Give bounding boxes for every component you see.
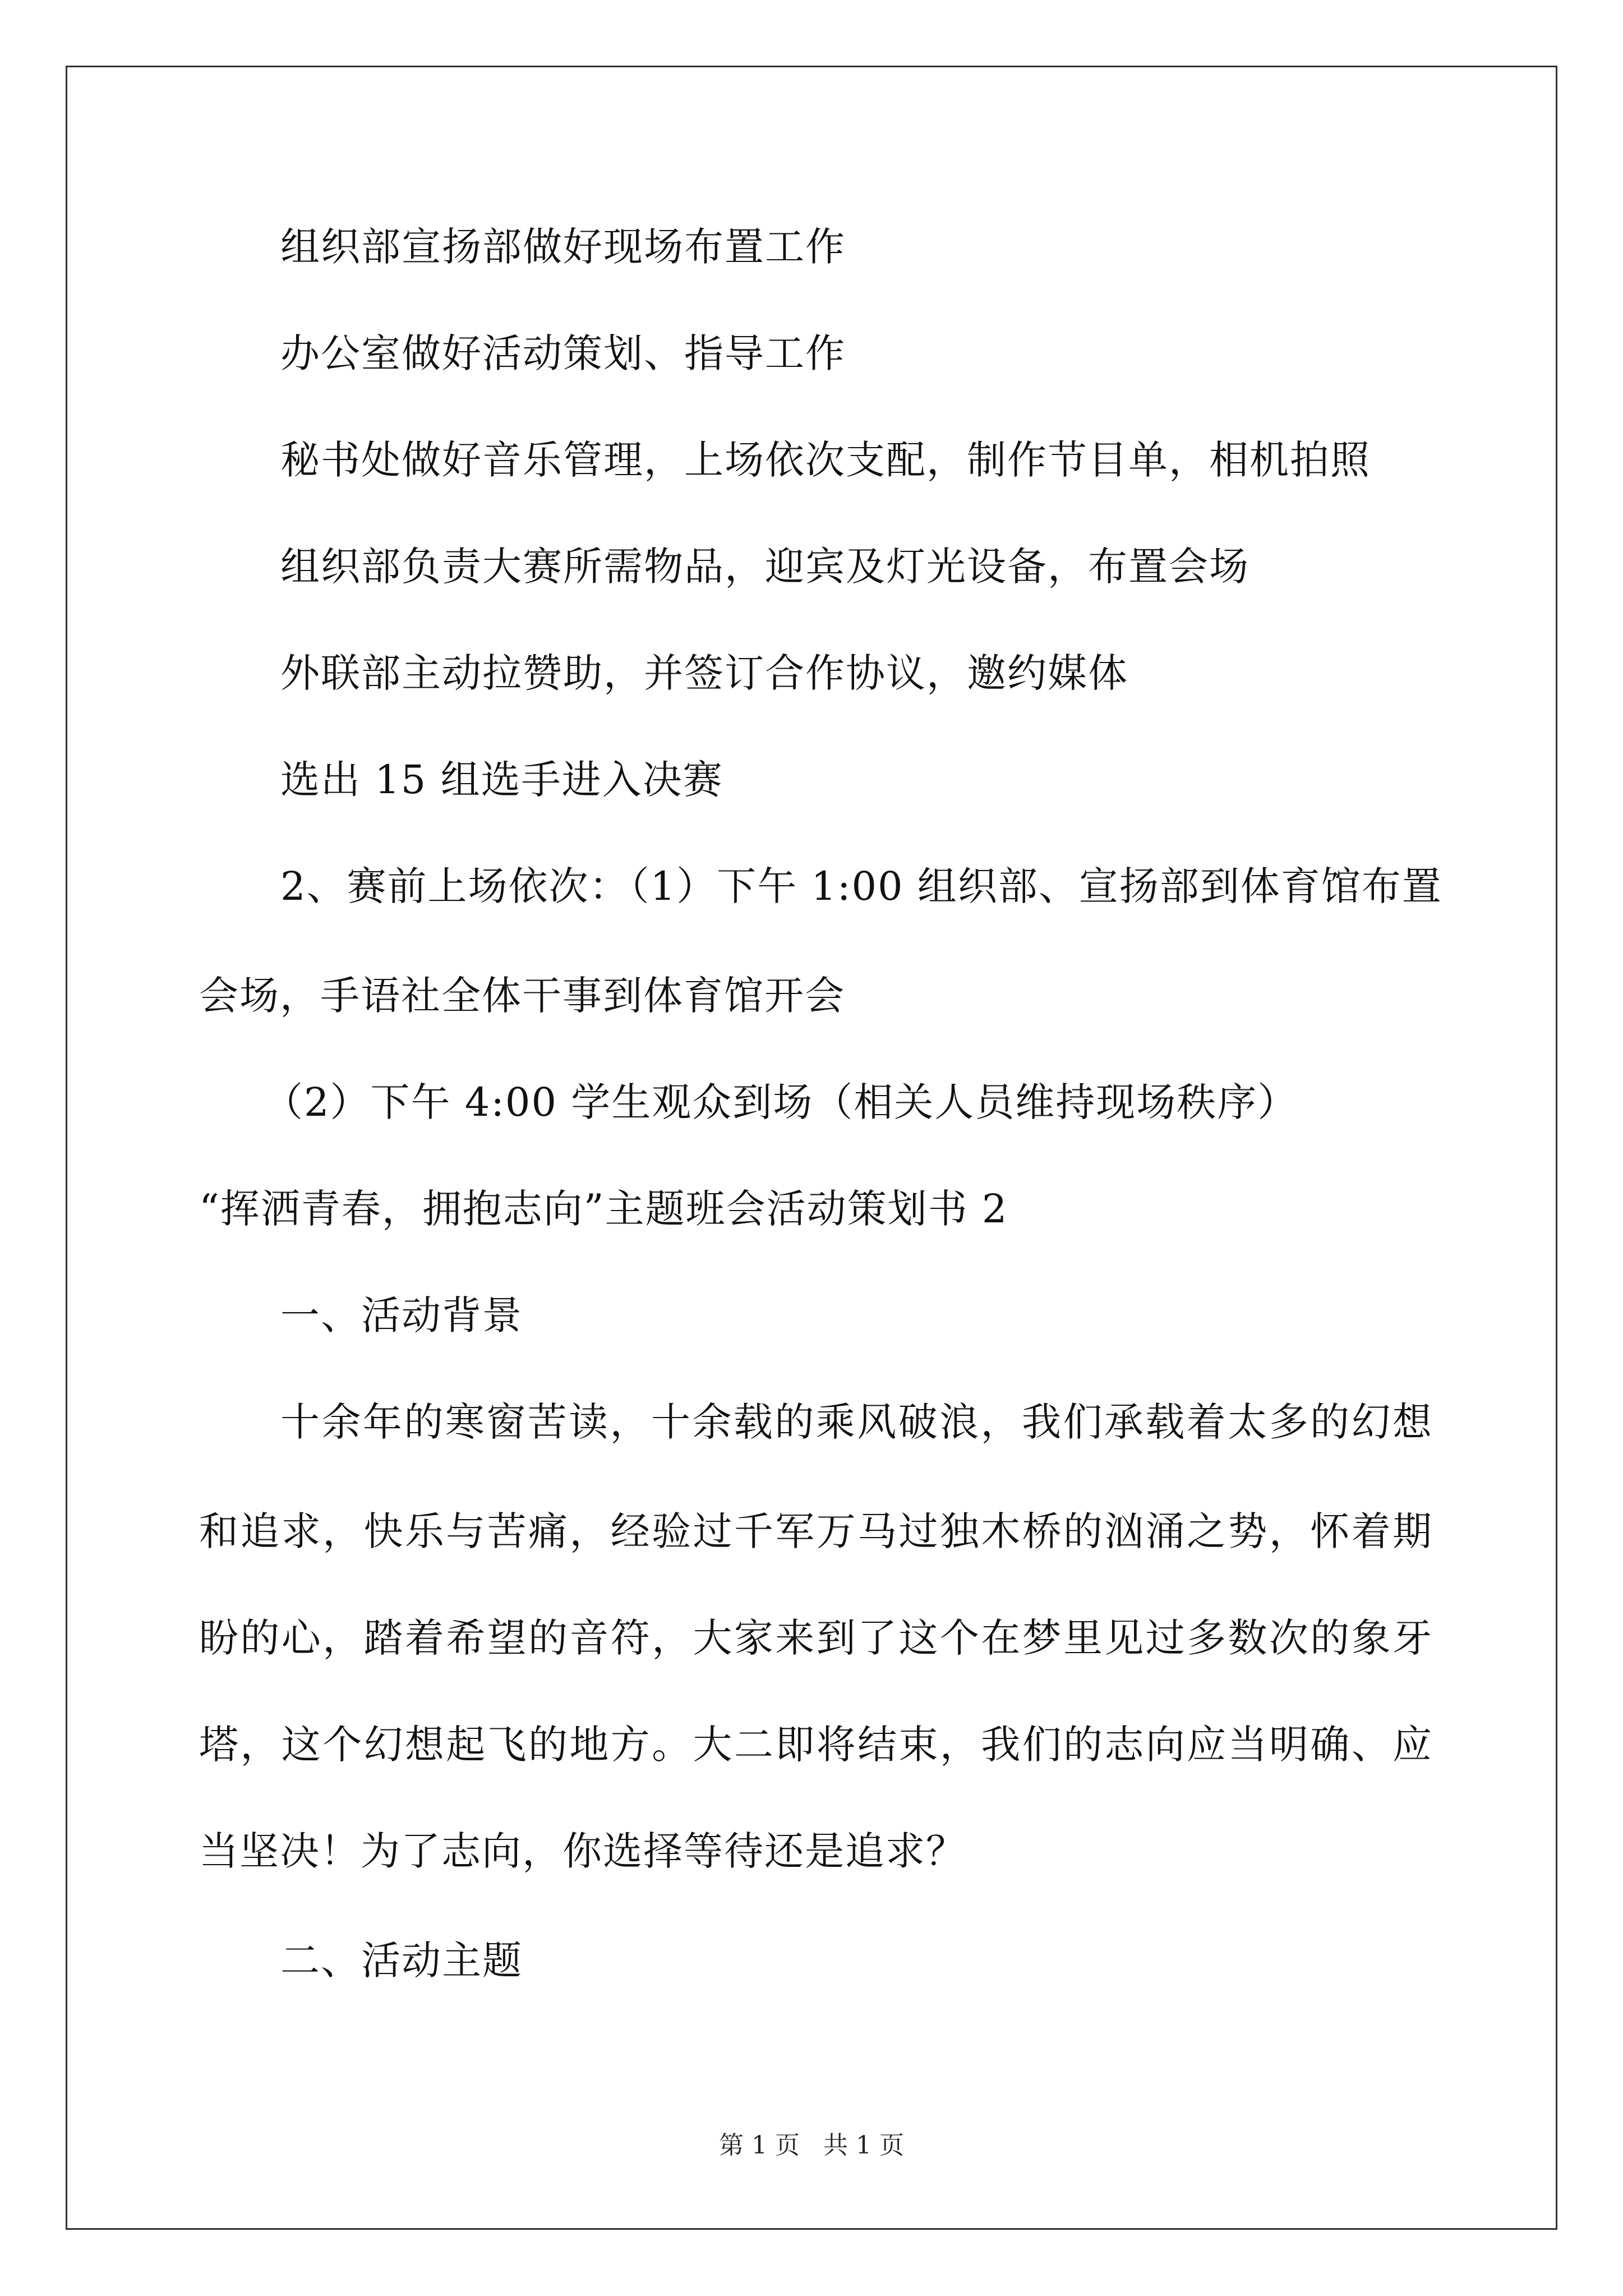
text-line: 选出 15 组选手进入决赛 [280,757,723,803]
page-footer [0,2129,1623,2162]
section-heading: 一、活动背景 [280,1292,523,1338]
text-line: 塔，这个幻想起飞的地方。大二即将结束，我们的志向应当明确、应 [199,1722,1433,1768]
page-border [66,66,1557,2230]
text-line: 会场，手语社全体干事到体育馆开会 [199,973,845,1019]
text-line: 组织部宣扬部做好现场布置工作 [280,224,846,270]
text-line: 办公室做好活动策划、指导工作 [280,330,846,376]
text-line: 十余年的寒窗苦读，十余载的乘风破浪，我们承载着太多的幻想 [280,1399,1433,1445]
text-line: （2）下午 4:00 学生观众到场（相关人员维持现场秩序） [264,1079,1298,1125]
section-title: “挥洒青春，拥抱志向”主题班会活动策划书 2 [199,1186,1008,1232]
page-number: 第 1 页 [719,2131,800,2160]
text-line: 盼的心，踏着希望的音符，大家来到了这个在梦里见过多数次的象牙 [199,1615,1433,1661]
text-line: 当坚决！为了志向，你选择等待还是追求？ [199,1828,966,1874]
text-line: 秘书处做好音乐管理，上场依次支配，制作节目单，相机拍照 [280,437,1371,483]
text-line: 组织部负责大赛所需物品，迎宾及灯光设备，布置会场 [280,544,1249,590]
section-heading: 二、活动主题 [280,1938,523,1984]
page-total: 共 1 页 [823,2131,904,2160]
text-line: 和追求，快乐与苦痛，经验过千军万马过独木桥的汹涌之势，怀着期 [199,1508,1433,1554]
text-line: 外联部主动拉赞助，并签订合作协议，邀约媒体 [280,650,1128,696]
text-line: 2、赛前上场依次：（1）下午 1:00 组织部、宣扬部到体育馆布置 [280,863,1442,909]
